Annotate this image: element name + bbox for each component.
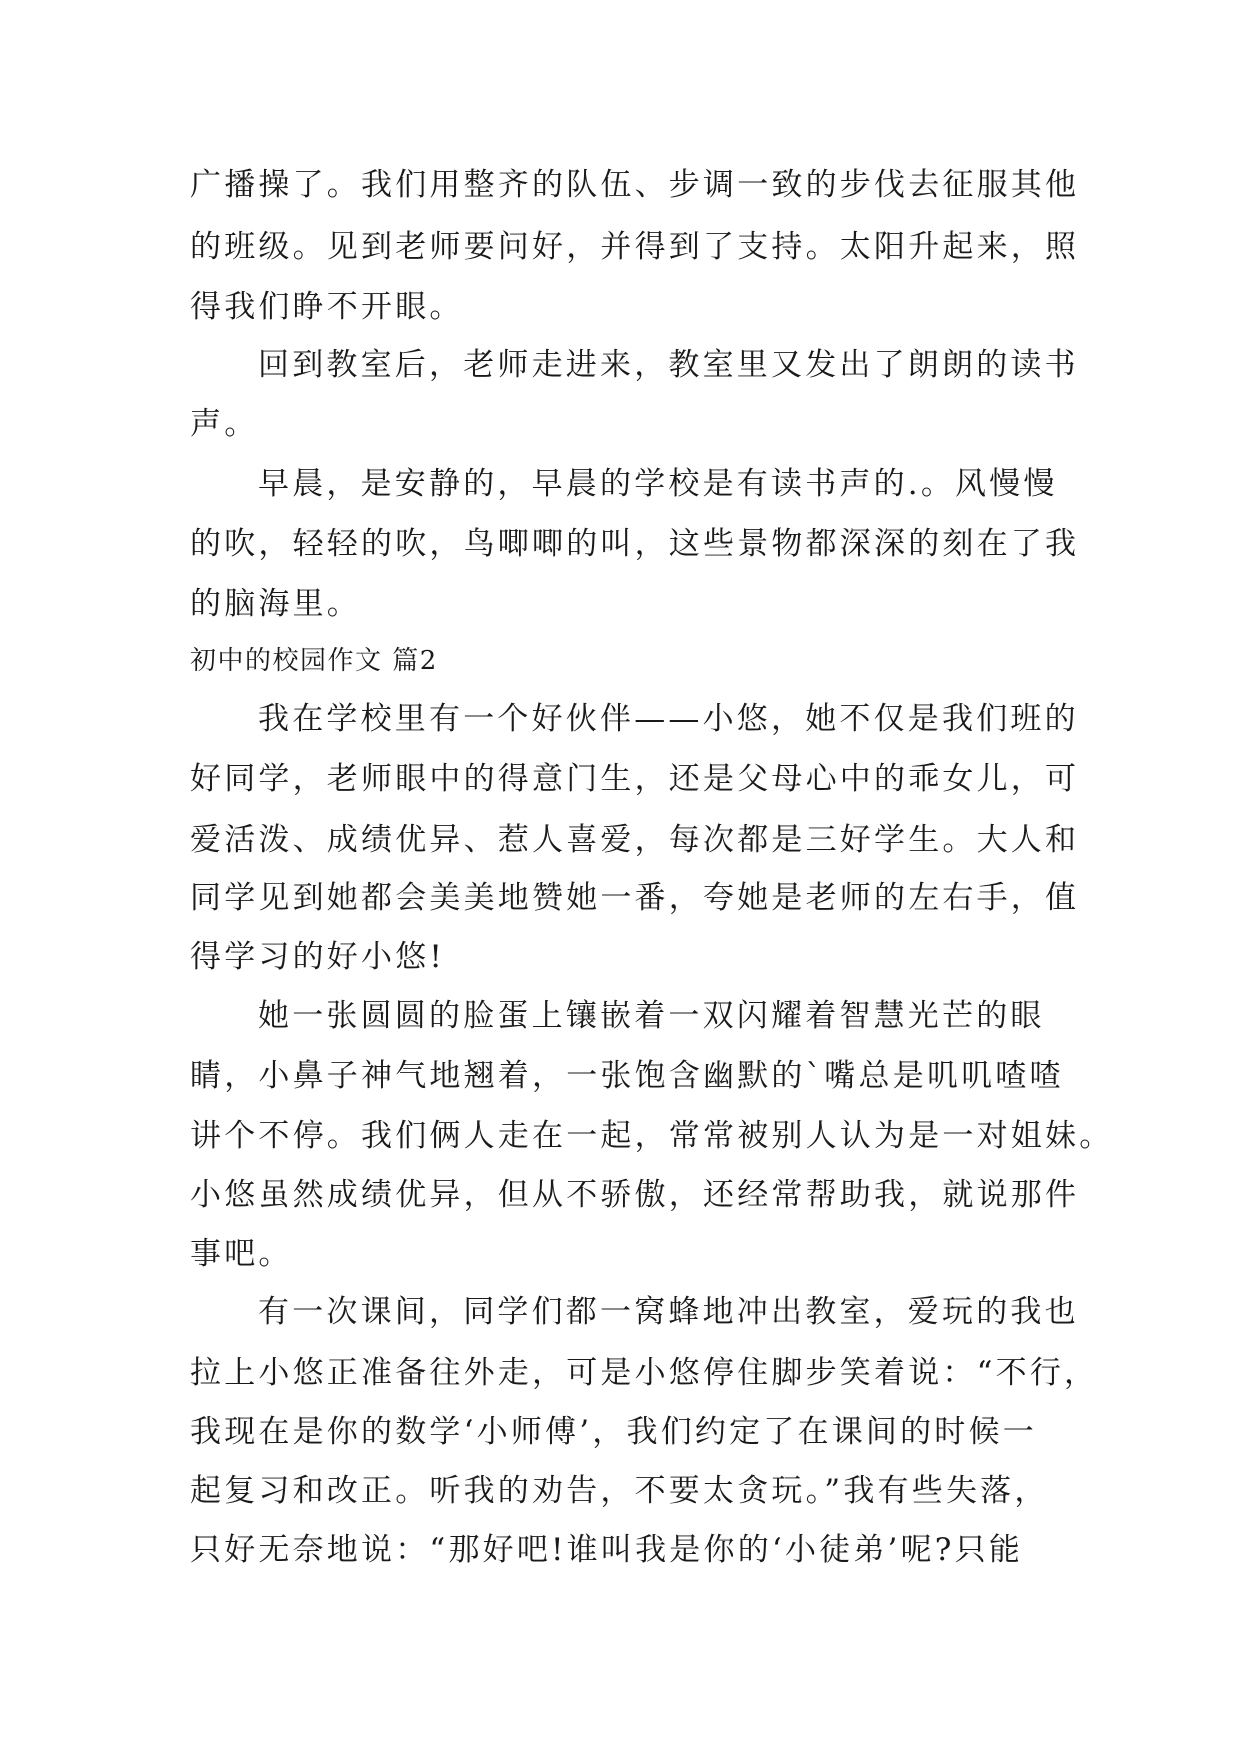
text-line: 起复习和改正。听我的劝告，不要太贪玩。”我有些失落， bbox=[190, 1473, 1049, 1509]
text-line: 得我们睁不开眼。 bbox=[190, 289, 464, 325]
text-line: 广播操了。我们用整齐的队伍、步调一致的步伐去征服其他 bbox=[190, 167, 1080, 203]
text-line: 小悠虽然成绩优异，但从不骄傲，还经常帮助我，就说那件 bbox=[190, 1177, 1080, 1213]
paragraph-first-line: 早晨，是安静的，早晨的学校是有读书声的.。风慢慢 bbox=[258, 466, 1058, 502]
text-line: 的脑海里。 bbox=[190, 586, 361, 622]
text-line: 睛，小鼻子神气地翘着，一张饱含幽默的`嘴总是叽叽喳喳 bbox=[190, 1058, 1064, 1094]
text-line: 声。 bbox=[190, 406, 259, 442]
paragraph-first-line: 她一张圆圆的脸蛋上镶嵌着一双闪耀着智慧光芒的眼 bbox=[258, 998, 1045, 1034]
text-line: 只好无奈地说：“那好吧!谁叫我是你的‘小徒弟’呢?只能 bbox=[190, 1532, 1024, 1568]
text-line: 事吧。 bbox=[190, 1236, 293, 1272]
text-line: 拉上小悠正准备往外走，可是小悠停住脚步笑着说：“不行， bbox=[190, 1355, 1099, 1391]
text-line: 得学习的好小悠! bbox=[190, 939, 446, 975]
section-heading: 初中的校园作文 篇2 bbox=[190, 646, 438, 676]
text-line: 同学见到她都会美美地赞她一番，夸她是老师的左右手，值 bbox=[190, 880, 1080, 916]
text-line: 讲个不停。我们俩人走在一起，常常被别人认为是一对姐妹。 bbox=[190, 1118, 1114, 1154]
text-line: 我现在是你的数学‘小师傅’，我们约定了在课间的时候一 bbox=[190, 1414, 1037, 1450]
paragraph-first-line: 回到教室后，老师走进来，教室里又发出了朗朗的读书 bbox=[258, 347, 1079, 383]
text-line: 的班级。见到老师要问好，并得到了支持。太阳升起来，照 bbox=[190, 229, 1080, 265]
paragraph-first-line: 我在学校里有一个好伙伴——小悠，她不仅是我们班的 bbox=[258, 701, 1079, 737]
text-line: 好同学，老师眼中的得意门生，还是父母心中的乖女儿，可 bbox=[190, 761, 1080, 797]
paragraph-first-line: 有一次课间，同学们都一窝蜂地冲出教室，爱玩的我也 bbox=[258, 1294, 1079, 1330]
text-line: 爱活泼、成绩优异、惹人喜爱，每次都是三好学生。大人和 bbox=[190, 822, 1080, 858]
text-line: 的吹，轻轻的吹，鸟唧唧的叫，这些景物都深深的刻在了我 bbox=[190, 526, 1080, 562]
